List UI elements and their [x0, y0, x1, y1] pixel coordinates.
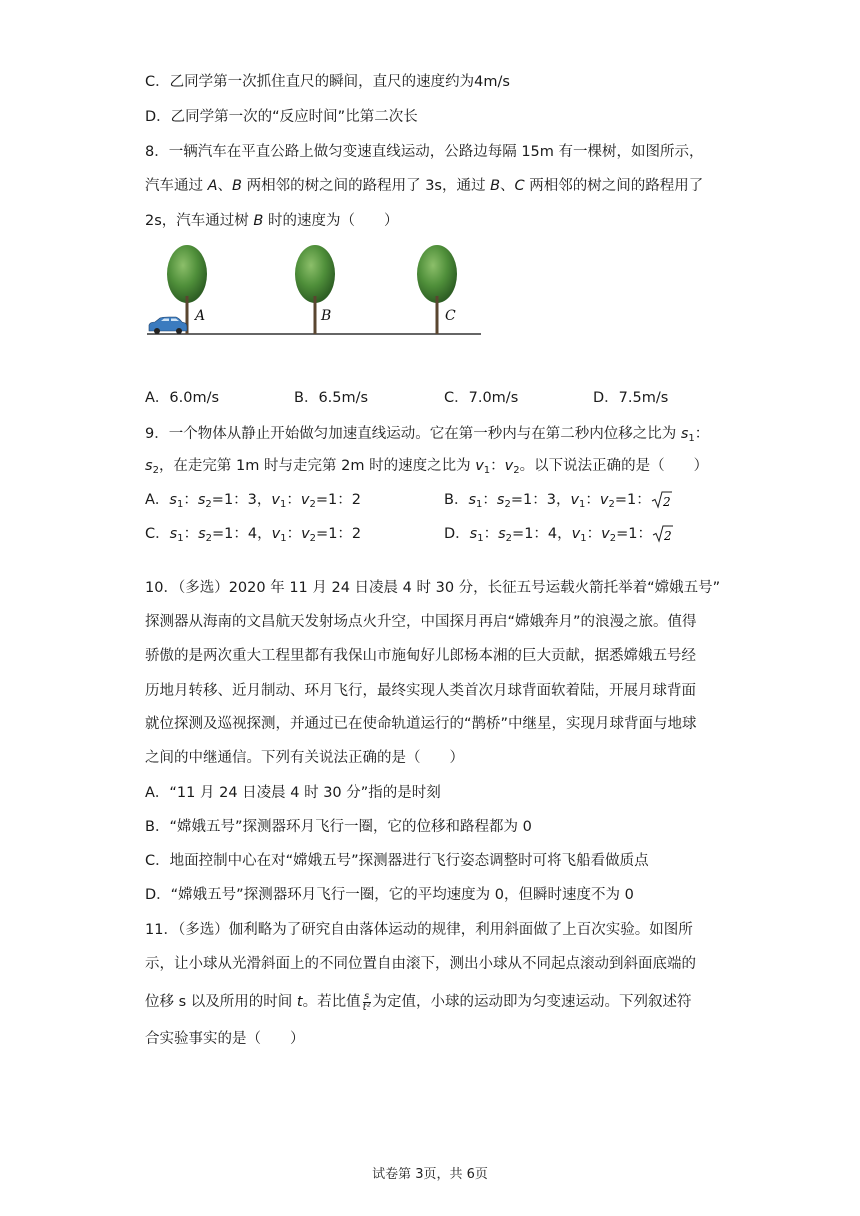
- point-b: B: [232, 178, 242, 194]
- text: 两相邻的树之间的路程用了: [524, 178, 704, 194]
- ratio: 1：: [628, 526, 652, 542]
- text: 、: [217, 178, 233, 194]
- subscript: 2: [205, 533, 212, 544]
- text: 9．一个物体从静止开始做匀加速直线运动。它在第一秒内与在第二秒内位移之比为: [145, 426, 681, 442]
- q10-option-b: B．“嫦娥五号”探测器环月飞行一圈，它的位移和路程都为 0: [145, 819, 532, 835]
- point-a: A: [207, 178, 218, 194]
- q11-stem-line1: 11．（多选）伽利略为了研究自由落体运动的规律，利用斜面做了上百次实验。如图所: [145, 922, 693, 938]
- q9-option-b: B．$s_1$：$s_2=1$：3，$v_1$：$v_2=1$： 2: [444, 490, 673, 515]
- q8-option-c: C．7.0m/s: [444, 390, 519, 406]
- var-s: s: [169, 526, 178, 542]
- q10-option-c: C．地面控制中心在对“嫦娥五号”探测器进行飞行姿态调整时可将飞船看做质点: [145, 853, 649, 869]
- subscript: 1: [280, 499, 287, 510]
- ratio: 1：2: [328, 492, 361, 508]
- q10-stem-line1: 10．（多选）2020 年 11 月 24 日凌晨 4 时 30 分，长征五号运载火箭托举着“嫦娥五号”: [145, 580, 721, 596]
- sqrt-argument: 2: [663, 529, 672, 543]
- q9-option-a: A．$s_1$：$s_2=1$：3，$v_1$：$v_2=1$：2: [145, 492, 361, 510]
- var-v: v: [301, 526, 310, 542]
- fraction-numerator: s: [363, 990, 370, 1002]
- subscript: 1: [579, 499, 586, 510]
- q8-option-b: B．6.5m/s: [294, 390, 369, 406]
- var-s: s: [169, 492, 177, 508]
- q9-stem-line2: [145, 456, 715, 481]
- subscript: 2: [505, 533, 513, 544]
- var-t: t: [296, 994, 303, 1010]
- var-v: v: [271, 526, 281, 542]
- q7-option-d: D．乙同学第一次的“反应时间”比第二次长: [145, 109, 418, 125]
- q9-option-c: C．$s_1$：$s_2=1$：4，$v_1$：$v_2=1$：2: [145, 526, 362, 544]
- text: 、: [500, 178, 515, 194]
- text: 2s，汽车通过树: [145, 213, 254, 229]
- var-s: s: [198, 526, 206, 542]
- ratio: 1：3: [223, 492, 257, 508]
- var-v: v: [599, 492, 609, 508]
- var-v: v: [300, 492, 310, 508]
- subscript: 2: [609, 533, 617, 544]
- option-letter: C．: [145, 526, 170, 542]
- var-s: s: [680, 426, 689, 442]
- ratio: 1：4: [224, 526, 258, 542]
- point-b: B: [253, 213, 264, 229]
- ratio: 1：4: [524, 526, 558, 542]
- option-letter: B．: [444, 492, 469, 508]
- ratio: 1：2: [328, 526, 362, 542]
- subscript: 1: [483, 465, 491, 476]
- subscript: 1: [580, 533, 587, 544]
- q10-option-d: D．“嫦娥五号”探测器环月飞行一圈，它的平均速度为 0，但瞬时速度不为 0: [145, 887, 634, 903]
- text: ：: [694, 426, 710, 442]
- subscript: 2: [608, 499, 615, 510]
- text: 。以下说法正确的是（ ）: [519, 458, 709, 474]
- var-s: s: [468, 492, 477, 508]
- subscript: 1: [477, 533, 484, 544]
- sqrt-argument: 2: [662, 495, 671, 509]
- text: 两相邻的树之间的路程用了 3s，通过: [241, 178, 491, 194]
- q10-stem-line3: 骄傲的是两次重大工程里都有我保山市施甸好儿郎杨本湘的巨大贡献，据悉嫦娥五号经: [145, 648, 696, 664]
- subscript: 1: [280, 533, 287, 544]
- subscript: 2: [309, 499, 316, 510]
- subscript: 2: [309, 533, 317, 544]
- point-c: C: [514, 178, 525, 194]
- subscript: 2: [513, 465, 520, 476]
- sqrt-symbol: [652, 524, 674, 544]
- text: ：: [490, 458, 505, 474]
- subscript: 1: [176, 499, 184, 510]
- q8-stem-line3: [145, 211, 715, 231]
- q9-stem-line1: [145, 424, 715, 449]
- subscript: 2: [205, 499, 212, 510]
- text: ，在走完第 1m 时与走完第 2m 时的速度之比为: [158, 458, 476, 474]
- q10-stem-line2: 探测器从海南的文昌航天发射场点火升空，中国探月再启“嫦娥奔月”的浪漫之旅。值得: [145, 614, 697, 630]
- var-s: s: [498, 526, 506, 542]
- var-s: s: [145, 458, 153, 474]
- text: 时的速度为（ ）: [263, 213, 399, 229]
- option-letter: A．: [145, 492, 170, 508]
- subscript: 1: [177, 533, 184, 544]
- tree-label-a: A: [195, 308, 206, 324]
- point-b: B: [490, 178, 501, 194]
- fraction-denominator: t²: [362, 1001, 371, 1013]
- text: 汽车通过: [145, 178, 208, 194]
- var-v: v: [571, 526, 581, 542]
- page-footer: 试卷第 3页，共 6页: [372, 1167, 488, 1182]
- q11-stem-line3: [145, 988, 715, 1016]
- fraction: [363, 992, 371, 1013]
- q11-stem-line2: 示，让小球从光滑斜面上的不同位置自由滚下，测出小球从不同起点滚动到斜面底端的: [145, 956, 696, 972]
- var-v: v: [601, 526, 610, 542]
- trees-road-figure: [145, 240, 485, 340]
- var-s: s: [496, 492, 505, 508]
- var-v: v: [475, 458, 484, 474]
- ratio: 1：3: [522, 492, 556, 508]
- text: 位移 s 以及所用的时间: [145, 994, 297, 1010]
- text: 为定值，小球的运动即为匀变速运动。下列叙述符: [372, 994, 692, 1010]
- subscript: 2: [504, 499, 511, 510]
- var-v: v: [570, 492, 580, 508]
- q8-stem-line1: 8．一辆汽车在平直公路上做匀变速直线运动，公路边每隔 15m 有一棵树，如图所示，: [145, 144, 704, 160]
- var-v: v: [504, 458, 514, 474]
- q8-option-a: A．6.0m/s: [145, 390, 220, 406]
- car-icon: [149, 317, 187, 334]
- tree-label-c: C: [445, 308, 456, 324]
- q10-option-a: A．“11 月 24 日凌晨 4 时 30 分”指的是时刻: [145, 785, 441, 801]
- subscript: 1: [688, 433, 695, 444]
- var-s: s: [197, 492, 206, 508]
- var-s: s: [469, 526, 478, 542]
- q9-option-d: D．$s_1$：$s_2=1$：4，$v_1$：$v_2=1$： 2: [444, 524, 674, 549]
- q11-stem-line4: 合实验事实的是（ ）: [145, 1031, 305, 1047]
- q8-option-d: D．7.5m/s: [593, 390, 669, 406]
- q10-stem-line6: 之间的中继通信。下列有关说法正确的是（ ）: [145, 750, 464, 766]
- q10-stem-line4: 历地月转移、近月制动、环月飞行，最终实现人类首次月球背面软着陆，开展月球背面: [145, 683, 696, 699]
- sqrt-symbol: [651, 490, 673, 510]
- q10-stem-line5: 就位探测及巡视探测，并通过已在使命轨道运行的“鹊桥”中继星，实现月球背面与地球: [145, 716, 697, 732]
- q7-option-c: C．乙同学第一次抓住直尺的瞬间，直尺的速度约为4m/s: [145, 74, 510, 90]
- subscript: 2: [152, 465, 159, 476]
- var-v: v: [271, 492, 280, 508]
- subscript: 1: [476, 499, 483, 510]
- tree-label-b: B: [321, 308, 332, 324]
- option-letter: D．: [444, 526, 470, 542]
- ratio: 1：: [627, 492, 651, 508]
- text: 。若比值: [302, 994, 361, 1010]
- q8-stem-line2: [145, 176, 715, 196]
